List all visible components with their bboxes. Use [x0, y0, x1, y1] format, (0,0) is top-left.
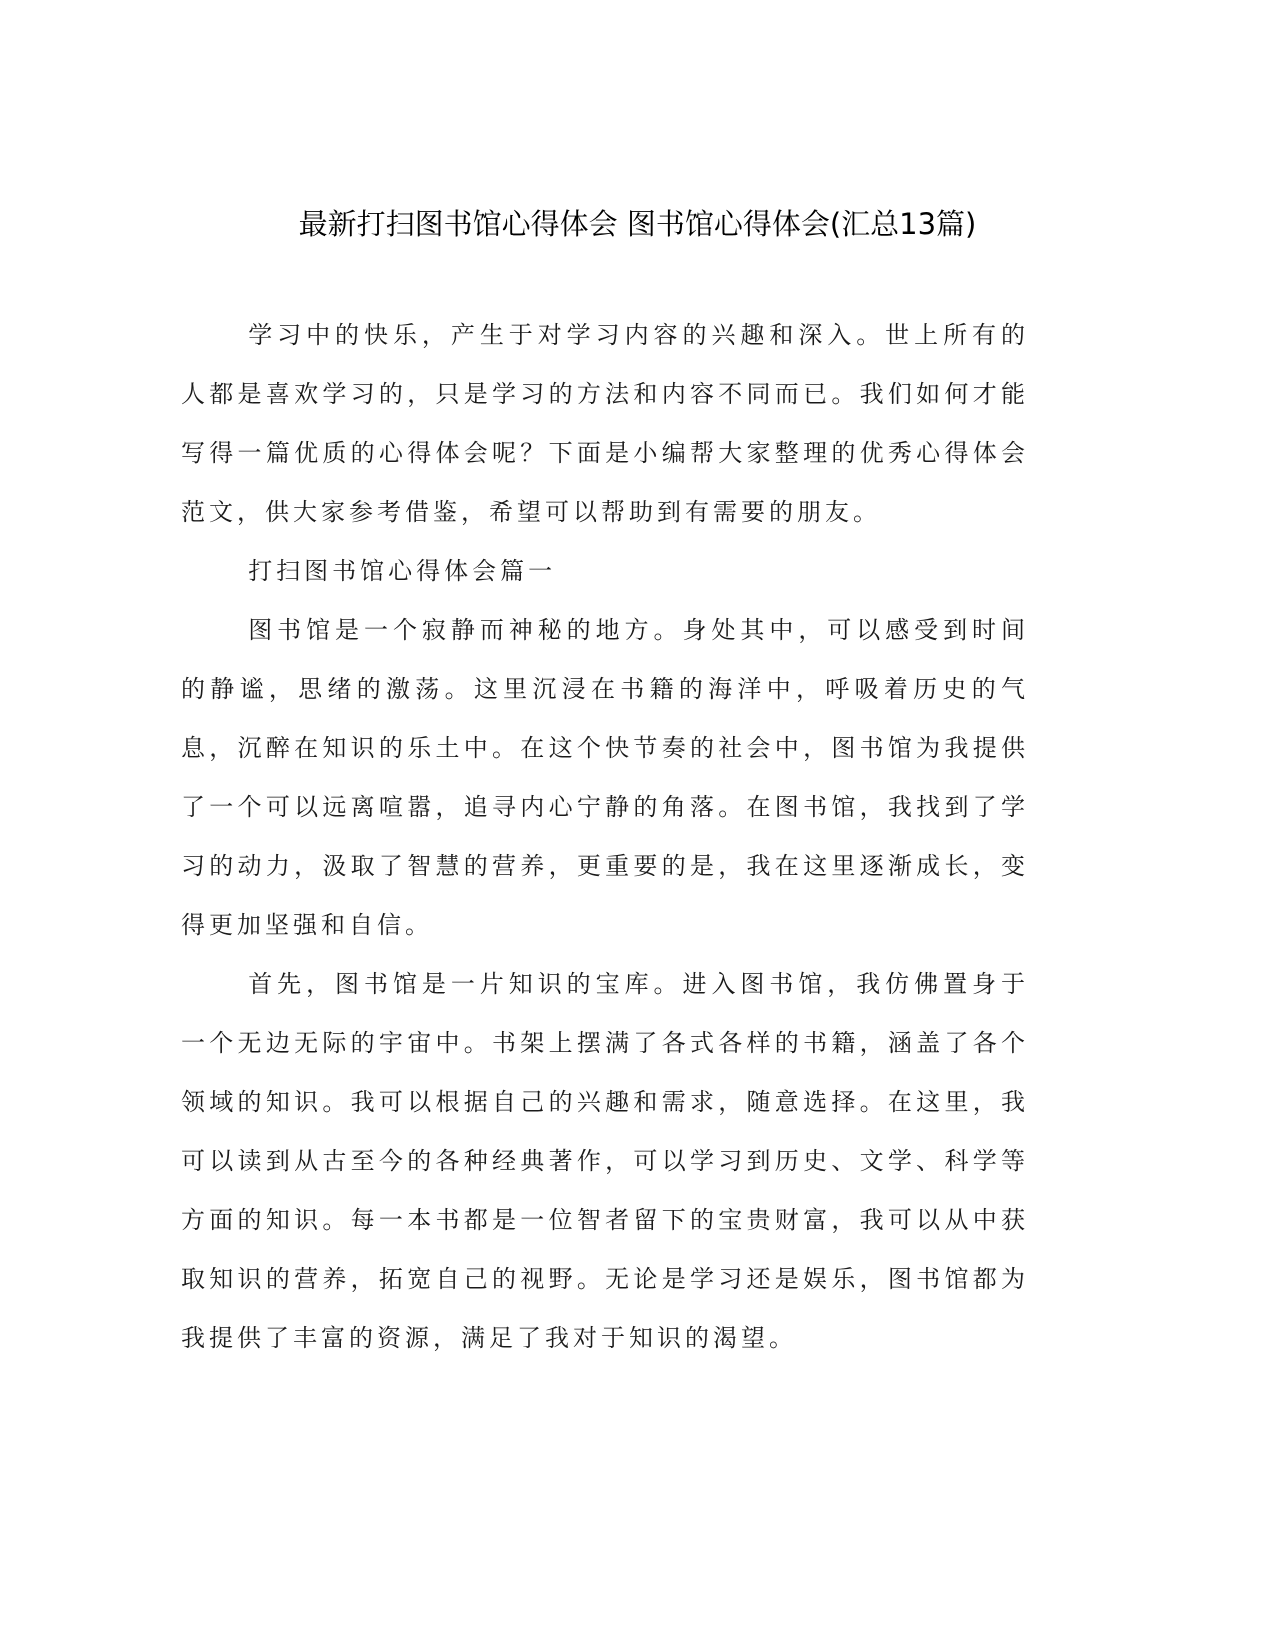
- body-paragraph: 图书馆是一个寂静而神秘的地方。身处其中，可以感受到时间的静谧，思绪的激荡。这里沉浸在书籍的海洋中，呼吸着历史的气息，沉醉在知识的乐土中。在这个快节奏的社会中，图书馆为我提供了一个可以远离喧嚣，追寻内心宁静的角落。在图书馆，我找到了学习的动力，汲取了智慧的营养，更重要的是，我在这里逐渐成长，变得更加坚强和自信。: [181, 616, 1029, 939]
- document-title: 最新打扫图书馆心得体会 图书馆心得体会(汇总13篇): [298, 207, 977, 241]
- document-body: [181, 306, 1029, 1368]
- body-paragraph: 首先，图书馆是一片知识的宝库。进入图书馆，我仿佛置身于一个无边无际的宇宙中。书架上摆满了各式各样的书籍，涵盖了各个领域的知识。我可以根据自己的兴趣和需求，随意选择。在这里，我可以读到从古至今的各种经典著作，可以学习到历史、文学、科学等方面的知识。每一本书都是一位智者留下的宝贵财富，我可以从中获取知识的营养，拓宽自己的视野。无论是学习还是娱乐，图书馆都为我提供了丰富的资源，满足了我对于知识的渴望。: [181, 970, 1029, 1352]
- section-heading: 打扫图书馆心得体会篇一: [248, 557, 557, 585]
- intro-paragraph: 学习中的快乐，产生于对学习内容的兴趣和深入。世上所有的人都是喜欢学习的，只是学习的方法和内容不同而已。我们如何才能写得一篇优质的心得体会呢？下面是小编帮大家整理的优秀心得体会范文，供大家参考借鉴，希望可以帮助到有需要的朋友。: [181, 321, 1029, 526]
